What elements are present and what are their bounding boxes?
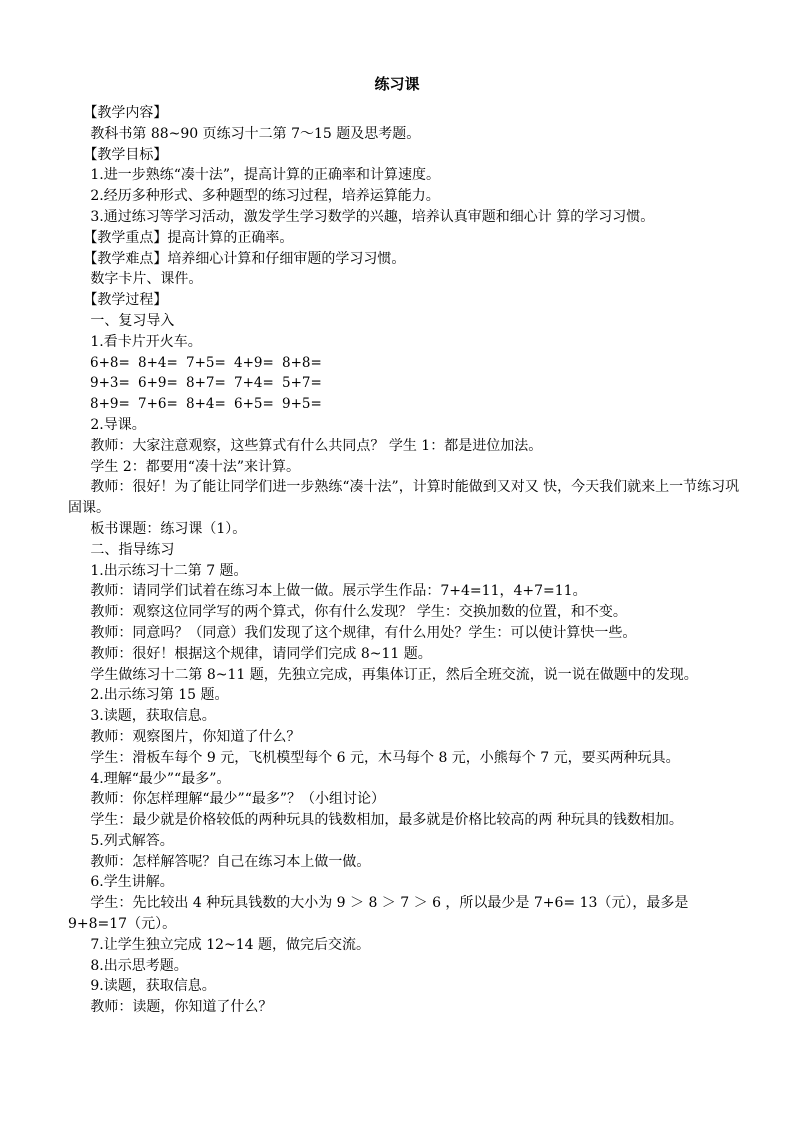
goal-item: 3.通过练习等学习活动，激发学生学习数学的兴趣，培养认真审题和细心计 算的学习习惯。: [90, 208, 655, 225]
dialogue-line: 教师：观察图片，你知道了什么？: [90, 728, 301, 745]
equation: 8+7=: [186, 375, 226, 392]
equation: 9+5=: [282, 396, 322, 413]
subsection-heading: 二、指导练习: [90, 541, 175, 558]
paragraph: 7.让学生独立完成 12~14 题，做完后交流。: [90, 936, 371, 953]
equation: 6+8=: [90, 354, 130, 371]
equation: 4+9=: [234, 354, 274, 371]
equation: 9+3=: [90, 375, 130, 392]
paragraph: 1.看卡片开火车。: [90, 333, 202, 350]
section-heading-goals: 【教学目标】: [83, 146, 168, 163]
equation: 6+9=: [138, 375, 178, 392]
paragraph: 4.理解“最少”“最多”。: [90, 770, 231, 787]
paragraph: 教科书第 88~90 页练习十二第 7～15 题及思考题。: [90, 125, 421, 142]
paragraph: 3.读题，获取信息。: [90, 708, 216, 725]
page-title: 练习课: [374, 75, 420, 93]
equation: 6+5=: [234, 396, 274, 413]
paragraph: 数字卡片、课件。: [90, 271, 203, 288]
dialogue-line: 教师：你怎样理解“最少”“最多”？（小组讨论）: [90, 791, 386, 808]
paragraph: 2.导课。: [90, 416, 146, 433]
document-body: [68, 103, 740, 1018]
dialogue-line: 教师：大家注意观察，这些算式有什么共同点？ 学生 1：都是进位加法。: [90, 437, 543, 454]
paragraph: 2.出示练习第 15 题。: [90, 687, 229, 704]
dialogue-line: 教师：很好！根据这个规律，请同学们完成 8~11 题。: [90, 645, 432, 662]
paragraph: 9.读题，获取信息。: [90, 978, 216, 995]
dialogue-line: 教师：读题，你知道了什么？: [90, 999, 273, 1016]
dialogue-line: 学生 2：都要用“凑十法”来计算。: [90, 458, 301, 475]
paragraph: 板书课题：练习课（1）。: [90, 520, 247, 537]
section-heading-process: 【教学过程】: [83, 292, 168, 309]
paragraph: 6.学生讲解。: [90, 874, 174, 891]
equation-row: [68, 373, 740, 394]
paragraph: 5.列式解答。: [90, 832, 174, 849]
subsection-heading: 一、复习导入: [90, 312, 175, 329]
section-heading-difficulty: 【教学难点】培养细心计算和仔细审题的学习习惯。: [83, 250, 406, 267]
dialogue-line: 教师：同意吗？（同意）我们发现了这个规律，有什么用处？学生：可以使计算快一些。: [90, 624, 637, 641]
goal-item: 2.经历多种形式、多种题型的练习过程，培养运算能力。: [90, 188, 440, 205]
dialogue-line: 学生：最少就是价格较低的两种玩具的钱数相加，最多就是价格比较高的两 种玩具的钱数相加。: [90, 812, 683, 829]
goal-item: 1.进一步熟练“凑十法”，提高计算的正确率和计算速度。: [90, 167, 441, 184]
paragraph: 学生做练习十二第 8~11 题，先独立完成，再集体订正，然后全班交流，说一说在做题中的发现。: [90, 666, 698, 683]
dialogue-line: 教师：怎样解答呢？自己在练习本上做一做。: [90, 853, 371, 870]
section-heading-content: 【教学内容】: [83, 105, 168, 121]
equation-row: [68, 353, 740, 374]
equation-grid: [68, 353, 740, 415]
equation: 8+8=: [282, 354, 322, 371]
equation: 7+4=: [234, 375, 274, 392]
dialogue-line: 教师：很好！为了能让同学们进一步熟练“凑十法”，计算时能做到又对又 快，今天我们就来上一节练习巩固课。: [68, 479, 740, 517]
dialogue-line: 教师：观察这位同学写的两个算式，你有什么发现？ 学生：交换加数的位置，和不变。: [90, 604, 627, 621]
equation: 7+6=: [138, 396, 178, 413]
equation: 8+9=: [90, 396, 130, 413]
paragraph: 8.出示思考题。: [90, 957, 188, 974]
paragraph: 1.出示练习十二第 7 题。: [90, 562, 248, 579]
dialogue-line: 教师：请同学们试着在练习本上做一做。展示学生作品：7+4=11，4+7=11。: [90, 583, 587, 600]
dialogue-line: 学生：滑板车每个 9 元，飞机模型每个 6 元，木马每个 8 元，小熊每个 7 元，要买两种玩具。: [90, 749, 680, 766]
equation: 8+4=: [138, 354, 178, 371]
equation-row: [68, 394, 740, 415]
equation: 5+7=: [282, 375, 322, 392]
section-heading-key-point: 【教学重点】提高计算的正确率。: [83, 229, 294, 246]
equation: 8+4=: [186, 396, 226, 413]
dialogue-line: 学生：先比较出 4 种玩具钱数的大小为 9 ＞ 8 ＞ 7 ＞ 6 ，所以最少是 7+6= 13（元），最多是 9+8=17（元）。: [68, 895, 689, 933]
equation: 7+5=: [186, 354, 226, 371]
